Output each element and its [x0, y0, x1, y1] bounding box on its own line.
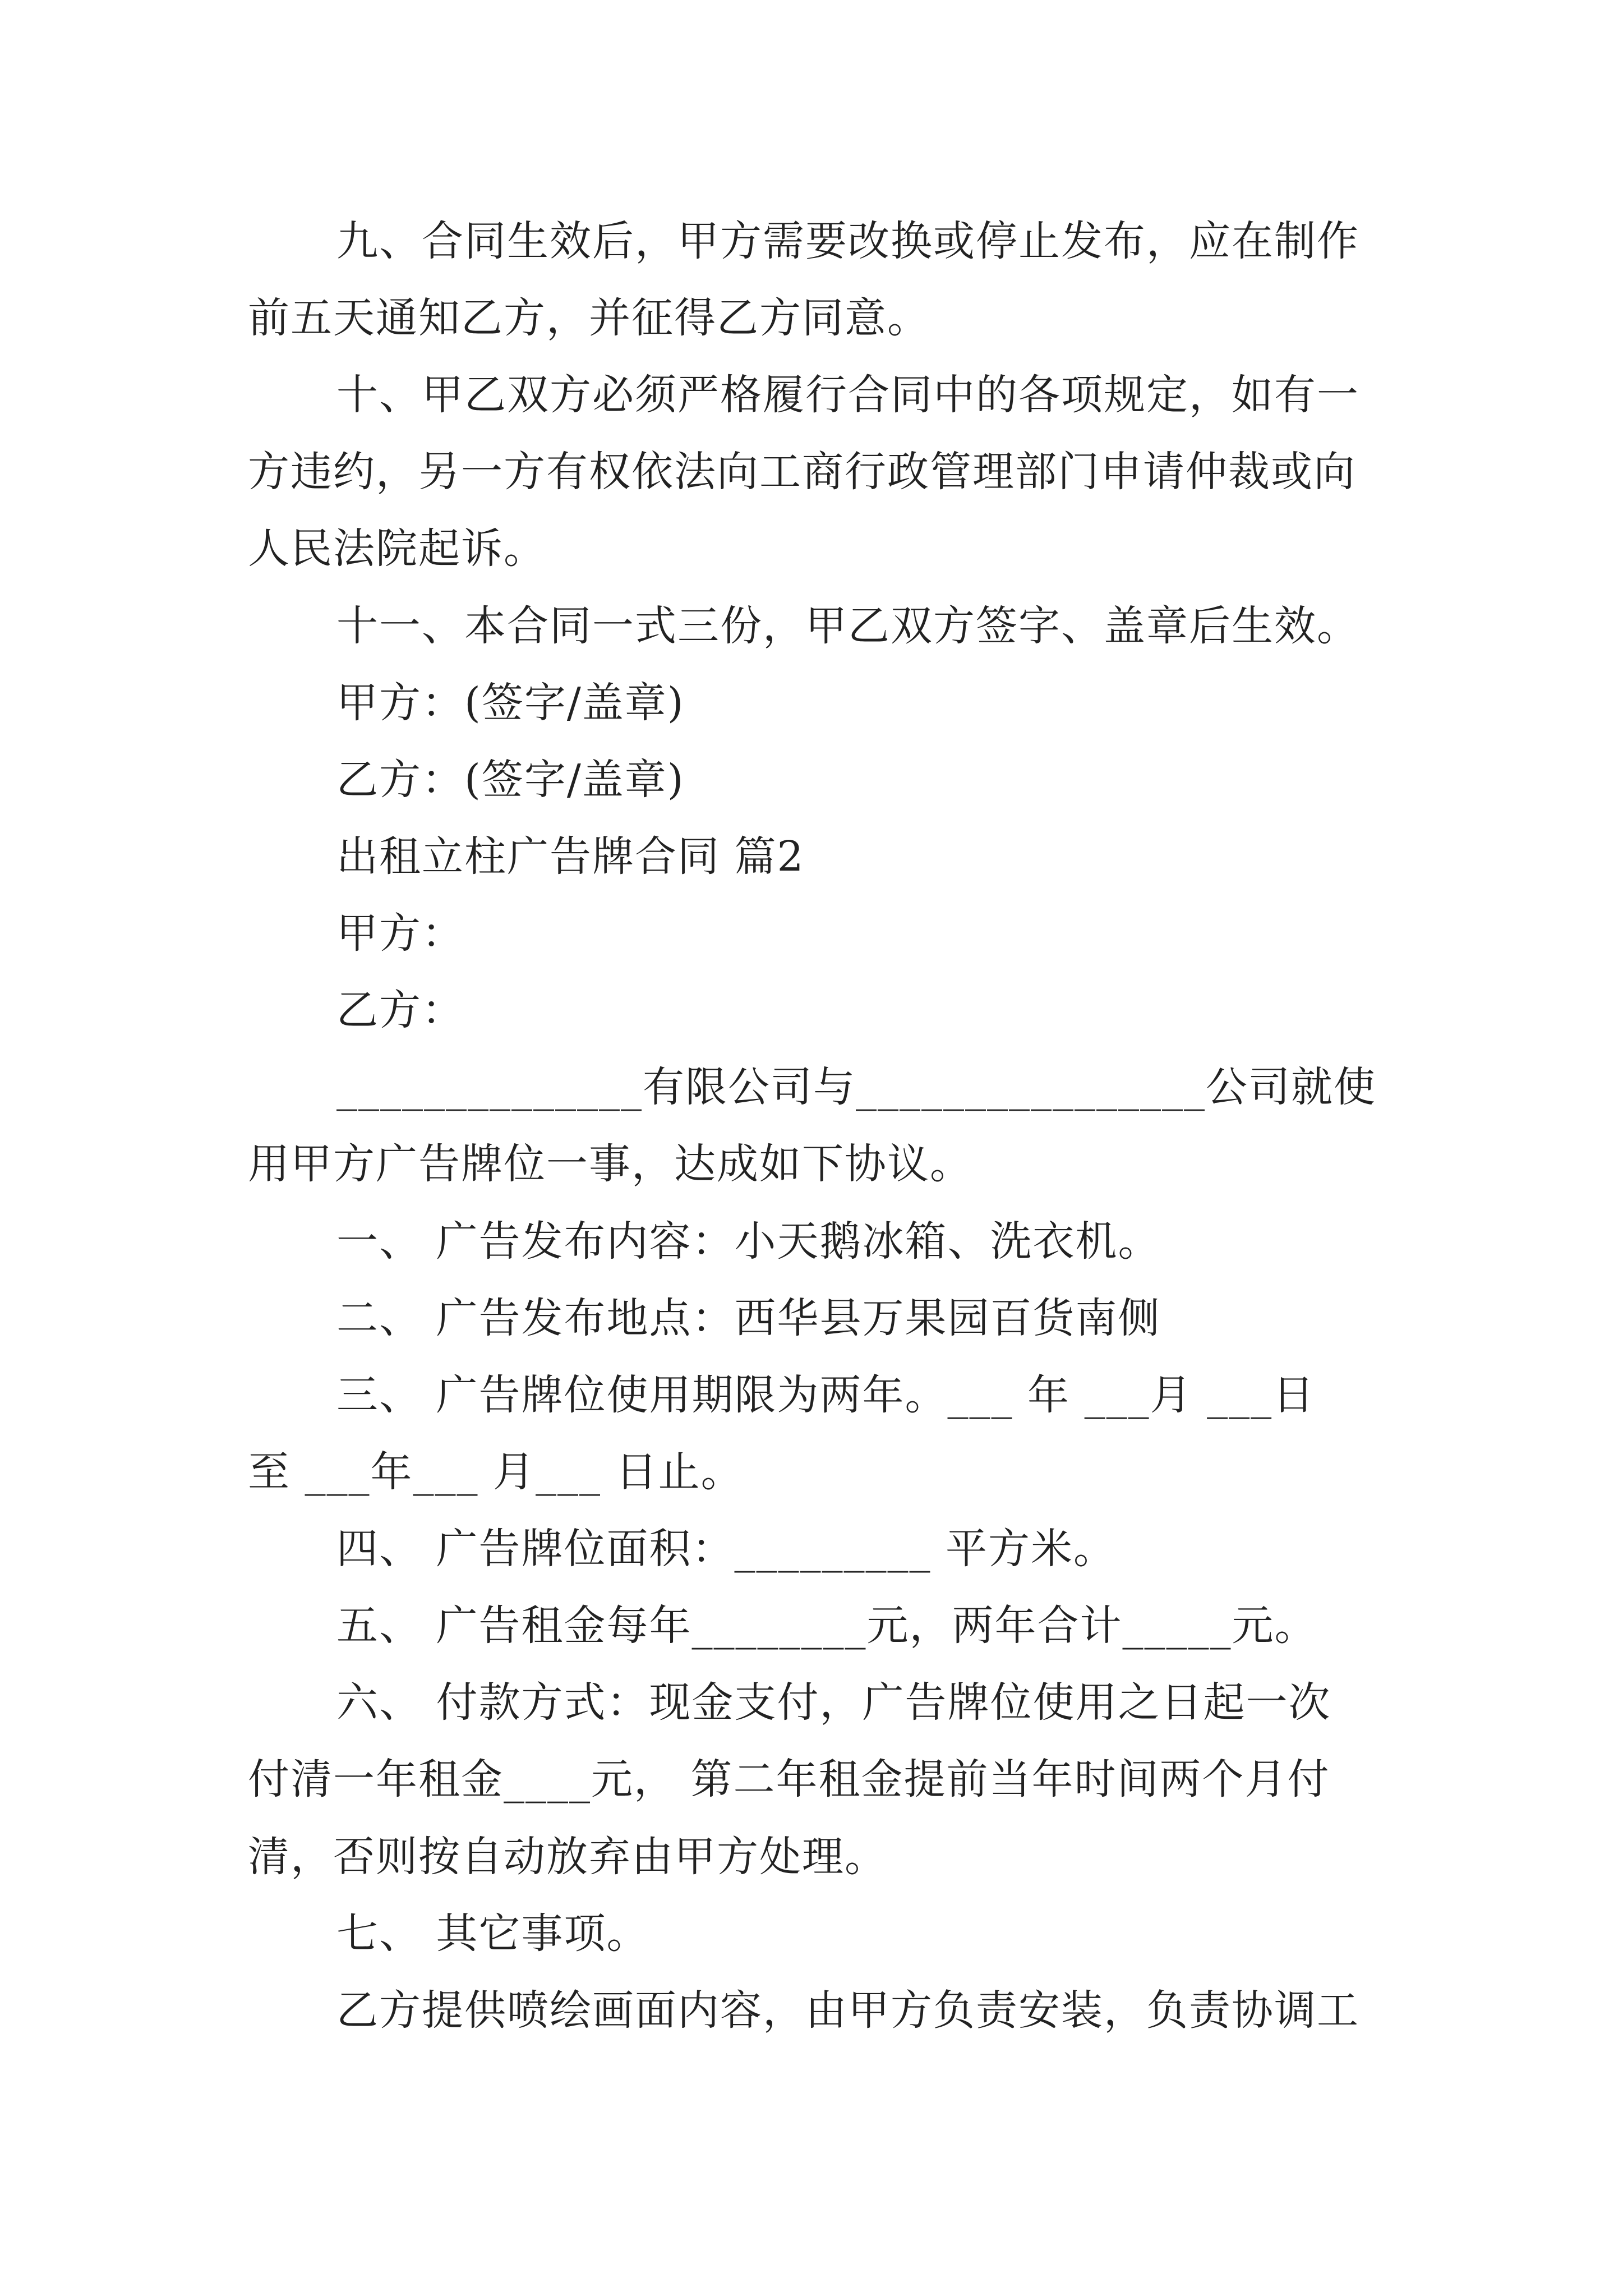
clause-9-line-1: 九、合同生效后，甲方需要改换或停止发布，应在制作: [336, 217, 1359, 265]
item-2-location: 二、 广告发布地点：西华县万果园百货南侧: [336, 1294, 1161, 1342]
item-6-payment-line-1: 六、 付款方式：现金支付，广告牌位使用之日起一次: [336, 1678, 1331, 1727]
agreement-intro-line-1: ______________有限公司与________________公司就使: [336, 1063, 1376, 1111]
clause-11-line: 十一、本合同一式三份，甲乙双方签字、盖章后生效。: [336, 602, 1359, 650]
item-3-term-line-2: 至 ___年___ 月___ 日止。: [248, 1448, 744, 1496]
item-4-area: 四、 广告牌位面积：_________ 平方米。: [336, 1525, 1117, 1573]
clause-10-line-2: 方违约，另一方有权依法向工商行政管理部门申请仲裁或向: [248, 448, 1356, 496]
item-6-payment-line-3: 清，否则按自动放弃由甲方处理。: [248, 1833, 887, 1881]
item-6-payment-line-2: 付清一年租金____元， 第二年租金提前当年时间两个月付: [248, 1755, 1330, 1803]
clause-9-line-2: 前五天通知乙方，并征得乙方同意。: [248, 294, 930, 342]
item-7-other: 七、 其它事项。: [336, 1910, 649, 1958]
party-a-signature-line: 甲方：(签字/盖章): [336, 679, 685, 727]
agreement-intro-line-2: 用甲方广告牌位一事，达成如下协议。: [248, 1140, 972, 1188]
item-7-detail-line-1: 乙方提供喷绘画面内容，由甲方负责安装，负责协调工: [336, 1986, 1359, 2035]
item-1-content: 一、 广告发布内容：小天鹅冰箱、洗衣机。: [336, 1217, 1161, 1266]
party-b-signature-line: 乙方：(签字/盖章): [336, 756, 685, 804]
clause-10-line-3: 人民法院起诉。: [248, 524, 546, 573]
section-heading: 出租立柱广告牌合同 篇2: [336, 832, 805, 881]
party-b-label: 乙方：: [336, 986, 464, 1034]
item-3-term-line-1: 三、 广告牌位使用期限为两年。___ 年 ___月 ___日: [336, 1371, 1316, 1419]
item-5-rent: 五、 广告租金每年________元，两年合计_____元。: [336, 1602, 1317, 1650]
clause-10-line-1: 十、甲乙双方必须严格履行合同中的各项规定，如有一: [336, 371, 1359, 419]
party-a-label: 甲方：: [336, 909, 464, 958]
